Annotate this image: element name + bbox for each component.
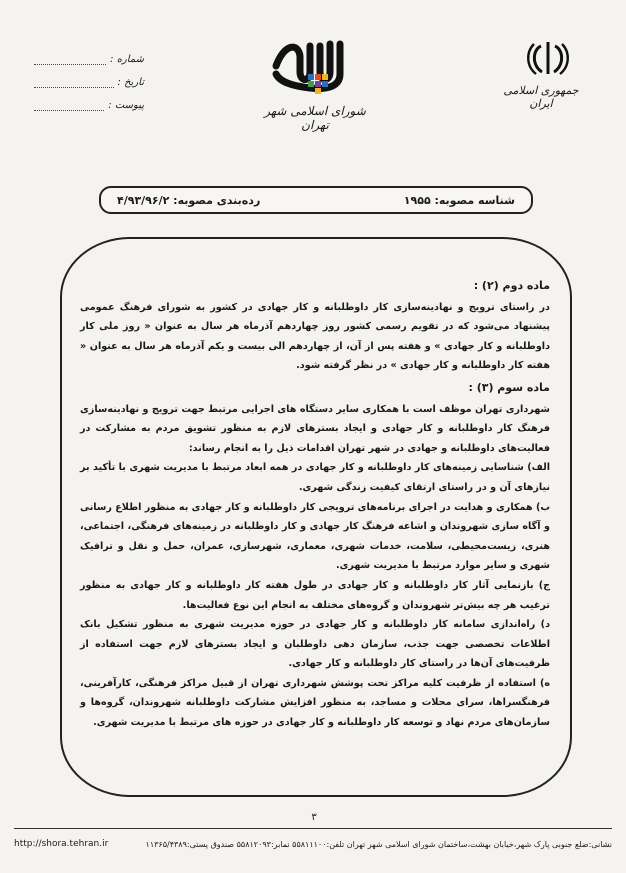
- article-2-text: در راستای ترویج و نهادینه‌سازی کار داوطلبانه و کار جهادی در کشور به شورای فرهنگ عمومی پیشنهاد می‌شود که در تقویم رسمی کشور روز چهاردهم آذرماه هر سال به عنوان « روز ملی کار داوطلبانه و کار جهادی » و هفته پس از آن، از چهاردهم الی بیست و یکم آذرماه هر سال به عنوان « هفته کار داوطلبانه و کار جهادی » در نظر گرفته شود.: [80, 301, 550, 372]
- meta-date-line: [34, 77, 114, 88]
- meta-number-label: شماره :: [110, 54, 144, 65]
- article-3-intro: شهرداری تهران موظف است با همکاری سایر دستگاه های اجرایی مرتبط جهت ترویج و نهادینه‌سازی فرهنگ کار داوطلبانه و کار جهادی و ایجاد بسترهای لازم به منظور تشویق مردم به مشارکت در فعالیت‌های داوطلبانه و جهادی در شهر تهران اقدامات ذیل را به انجام رساند:: [80, 403, 550, 454]
- meta-date-label: تاریخ :: [117, 77, 144, 88]
- article-3-item-dal: د) راه‌اندازی سامانه کار داوطلبانه و کار جهادی در حوزه مدیریت شهری به منظور تشکیل بانک اطلاعات تخصصی جهت جذب، سازمان دهی داوطلبان و ایجاد بسترهای لازم جهت استفاده از ظرفیت‌های آن‌ها در راستای کار داوطلبانه و کار جهادی.: [80, 619, 550, 670]
- footer-website-link[interactable]: http://shora.tehran.ir: [14, 839, 109, 849]
- footer: [14, 836, 612, 852]
- council-logo: [270, 38, 362, 100]
- meta-attachment-line: [34, 100, 104, 111]
- article-3-item-he: ه) استفاده از ظرفیت کلیه مراکز تحت پوشش شهرداری تهران از قبیل مراکز فرهنگی، کارآفرینی، فرهنگسراها، سرای محلات و مساجد، به منظور افزایش مشارکت داوطلبانه شهروندان، گروه‌ها و سازمان‌های مردم نهاد و توسعه کار داوطلبانه و کار جهادی در حوزه های مرتبط با مدیریت شهری.: [80, 677, 550, 729]
- meta-number-row: [34, 42, 144, 65]
- approval-classification: رده‌بندی مصوبه: ۴/۹۳/۹۶/۲: [117, 193, 261, 207]
- footer-divider: [14, 828, 612, 829]
- article-3-item-alef: الف) شناسایی زمینه‌های کار داوطلبانه و کار جهادی در همه ابعاد مرتبط با مدیریت شهری با تأکید بر نیازهای آن و در راستای ارتقای کیفیت زندگی شهری.: [80, 462, 550, 493]
- page-number: ۳: [311, 812, 317, 823]
- document-meta: [34, 42, 144, 111]
- approval-id: شناسه مصوبه: ۱۹۵۵: [403, 193, 515, 207]
- article-3-title: ماده سوم (۳) :: [468, 380, 550, 394]
- article-3-item-jim: ج) بازنمایی آثار کار داوطلبانه و کار جهادی در طول هفته کار داوطلبانه و کار جهادی به منظور ترغیب هر چه بیش‌تر شهروندان و گروه‌های مختلف به انجام این نوع فعالیت‌ها.: [80, 579, 550, 611]
- footer-address: نشانی:ضلع جنوبی پارک شهر،خیابان بهشت،ساختمان شورای اسلامی شهر تهران تلفن:۵۵۸۱۱۱۰۰ نمابر:۵۵۸۱۲۰۹۳ صندوق پستی:۱۱۳۶۵/۴۳۸۹: [145, 839, 612, 849]
- iran-emblem-icon: [526, 40, 570, 76]
- approval-info-bar: [99, 186, 533, 214]
- article-2-title: ماده دوم (۲) :: [473, 279, 550, 292]
- meta-number-line: [34, 54, 106, 65]
- council-name: شورای اسلامی شهر تهران: [264, 104, 366, 132]
- resolution-body: [80, 276, 550, 733]
- meta-date-row: [34, 65, 144, 88]
- meta-attachment-label: پیوست :: [108, 100, 144, 111]
- article-3-item-be: ب) همکاری و هدایت در اجرای برنامه‌های ترویجی کار داوطلبانه و کار جهادی به منظور اطلاع رسانی و آگاه سازی شهروندان و اشاعه فرهنگ کار جهادی و کار داوطلبانه در زمینه‌های فرهنگی، اجتماعی، هنری، زیست‌محیطی، سلامت، خدمات شهری، معماری، شهرسازی، عمران، حمل و نقل و ترافیک شهری و سایر موارد مرتبط با مدیریت شهری.: [80, 501, 550, 572]
- meta-attachment-row: [34, 88, 144, 111]
- country-name: جمهوری اسلامی ایران: [503, 84, 579, 110]
